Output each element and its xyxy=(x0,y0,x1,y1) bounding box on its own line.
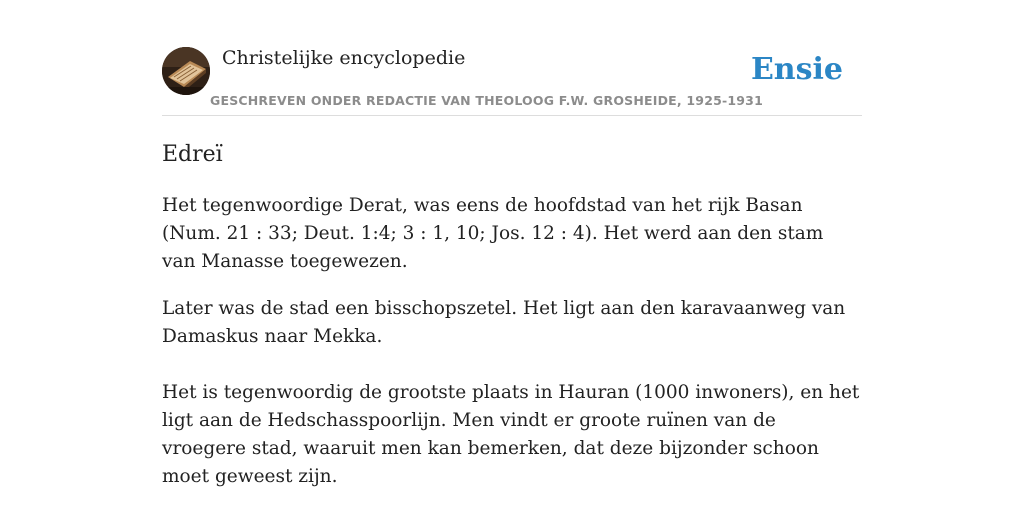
ensie-logo[interactable]: Ensie xyxy=(750,52,843,87)
book-photo-icon xyxy=(162,47,210,95)
article-paragraph: Het is tegenwoordig de grootste plaats in Hauran (1000 inwoners), en het ligt aan de Hedschasspoorlijn. Men vindt er groote ruïnen van de vroegere stad, waaruit men kan bemerken, dat deze bijzonder schoon moet geweest zijn. xyxy=(162,382,860,487)
source-title[interactable]: Christelijke encyclopedie xyxy=(222,47,466,69)
article-title: Edreï xyxy=(162,142,223,167)
article-paragraph: Het tegenwoordige Derat, was eens de hoofdstad van het rijk Basan (Num. 21 : 33; Deut. 1:4; 3 : 1, 10; Jos. 12 : 4). Het werd aan den stam van Manasse toegewezen. xyxy=(162,195,824,272)
header-divider xyxy=(162,115,862,116)
source-subtitle: GESCHREVEN ONDER REDACTIE VAN THEOLOOG F.W. GROSHEIDE, 1925-1931 xyxy=(210,93,763,108)
article-paragraph: Later was de stad een bisschopszetel. Het ligt aan den karavaanweg van Damaskus naar Mekka. xyxy=(162,298,846,347)
